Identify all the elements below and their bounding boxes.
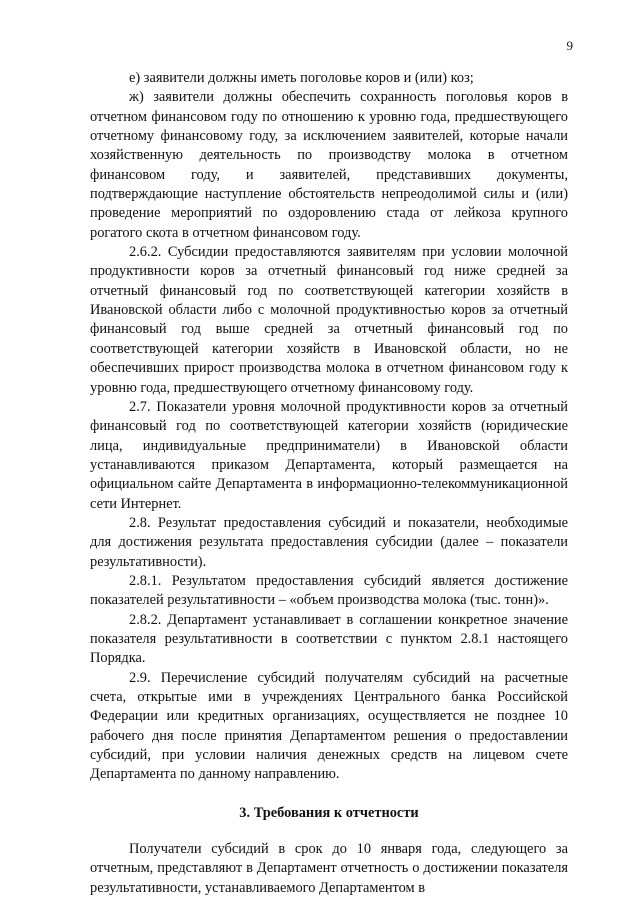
section-heading: 3. Требования к отчетности	[239, 804, 419, 821]
page-number: 9	[566, 38, 573, 53]
paragraph-reporting: Получатели субсидий в срок до 10 января года, следующего за отчетным, представляют в Департамент отчетность о достижении показателя результативности, устанавливаемого Департаментом в	[90, 841, 568, 896]
paragraph-2-9: 2.9. Перечисление субсидий получателям субсидий на расчетные счета, открытые ими в учреждениях Центрального банка Российской Федерации или кредитных организациях, осуществляется не позднее 10 рабочего дня после принятия Департаментом решения о предоставлении субсидий, при условии наличия денежных средств на лицевом счете Департамента по данному направлению.	[90, 669, 568, 783]
paragraph-2-8: 2.8. Результат предоставления субсидий и показатели, необходимые для достижения результата предоставления субсидии (далее – показатели результативности).	[90, 514, 568, 570]
paragraph-2-8-1: 2.8.1. Результатом предоставления субсидий является достижение показателей результативности – «объем производства молока (тыс. тонн)».	[90, 572, 568, 609]
paragraph-item-zh: ж) заявители должны обеспечить сохранность поголовья коров в отчетном финансовом году по отношению к уровню года, предшествующего отчетному финансовому году, за исключением заявителей, которые начали хозяйственную деятельность по производству молока в отчетном финансовом году, и заявителей, представивших документы, подтверждающие наступление обстоятельств непреодолимой силы и (или) проведение мероприятий по оздоровлению стада от лейкоза крупного рогатого скота в отчетном финансовом году.	[90, 89, 568, 241]
paragraph-item-e: е) заявители должны иметь поголовье коров и (или) коз;	[129, 70, 474, 86]
paragraph-2-6-2: 2.6.2. Субсидии предоставляются заявителям при условии молочной продуктивности коров за отчетный финансовый год ниже средней за отчетный финансовый год по соответствующей категории хозяйств в Ивановской области либо с молочной продуктивностью коров за отчетный финансовый год выше средней за отчетный финансовый год по соответствующей категории хозяйств в Ивановской области, но не обеспечивших прирост производства молока в отчетном финансовом году к уровню года, предшествующего отчетному финансовому году.	[90, 244, 568, 396]
paragraph-2-8-2: 2.8.2. Департамент устанавливает в соглашении конкретное значение показателя результативности в соответствии с пунктом 2.8.1 настоящего Порядка.	[90, 611, 568, 667]
document-body	[90, 69, 568, 898]
paragraph-2-7: 2.7. Показатели уровня молочной продуктивности коров за отчетный финансовый год по соответствующей категории хозяйств (юридические лица, индивидуальные предприниматели) в Ивановской области устанавливаются приказом Департамента, который размещается на официальном сайте Департамента в информационно-телекоммуникационной сети Интернет.	[90, 398, 568, 512]
